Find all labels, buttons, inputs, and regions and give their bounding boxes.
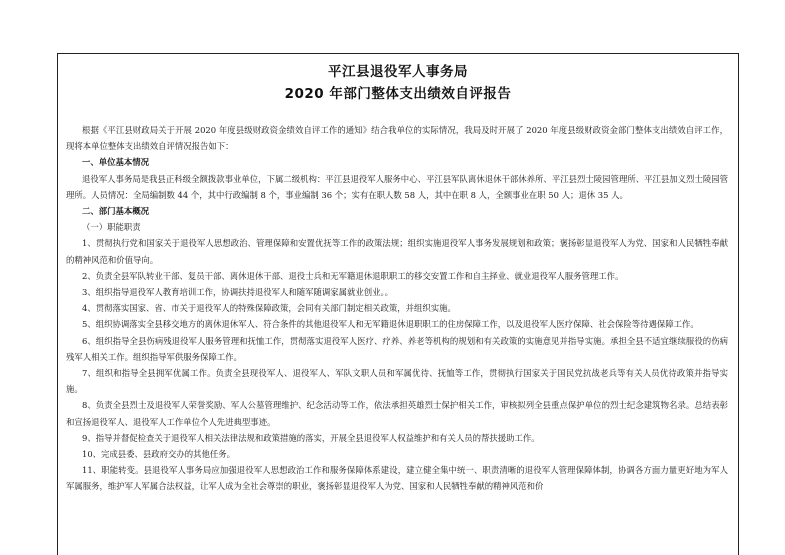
section-heading-dept-overview: 二、部门基本概况 — [82, 206, 149, 217]
duty-item: 4、贯彻落实国家、省、市关于退役军人的特殊保障政策，会同有关部门制定相关政策，并组织实施。 — [82, 303, 456, 314]
unit-info-paragraph: 退役军人事务局是我县正科级全额拨款事业单位，下属二级机构：平江县退役军人服务中心、平江县军队离休退休干部休养所、平江县烈士陵园管理所、平江县加义烈士陵园管理所。人员情况：全局编制数 44 个，其中行政编制 8 个，事业编制 36 个；实有在职人数 58 人，其中在职 8 人，全额事业在职 50 人；退休 35 人。 — [66, 173, 728, 200]
report-title-agency: 平江县退役军人事务局 — [328, 64, 468, 80]
duty-item: 8、负责全县烈士及退役军人荣誉奖励、军人公墓管理维护、纪念活动等工作，依法承担英雄烈士保护相关工作，审核拟列全县重点保护单位的烈士纪念建筑物名录。总结表彰和宣扬退役军人、退役军人工作单位个人先进典型事迹。 — [66, 400, 728, 427]
intro-paragraph: 根据《平江县财政局关于开展 2020 年度县级财政资金绩效自评工作的通知》结合我单位的实际情况，我局及时开展了 2020 年度县级财政资金部门整体支出绩效自评工作，现将本单位整体支出绩效自评情况报告如下： — [66, 125, 728, 152]
duty-item: 7、组织和指导全县拥军优属工作。负责全县现役军人、退役军人、军队文职人员和军属优待、抚恤等工作，贯彻执行国家关于国民党抗战老兵等有关人员优待政策并指导实施。 — [66, 368, 728, 395]
report-body — [66, 122, 728, 495]
duty-item: 6、组织指导全县伤病残退役军人服务管理和抚恤工作，贯彻落实退役军人医疗、疗养、养老等机构的规划和有关政策的实施意见并指导实施。承担全县不适宜继续服役的伤病残军人相关工作。组织指导军供服务保障工作。 — [66, 335, 728, 362]
subsection-duties-heading: （一）职能职责 — [82, 222, 141, 233]
duty-item: 1、贯彻执行党和国家关于退役军人思想政治、管理保障和安置优抚等工作的政策法规；组织实施退役军人事务发展规划和政策；褒扬彰显退役军人为党、国家和人民牺牲奉献的精神风范和价值导向。 — [66, 238, 728, 265]
section-heading-unit-info: 一、单位基本情况 — [82, 157, 149, 168]
report-title-block — [58, 61, 738, 105]
report-frame — [57, 53, 739, 555]
duty-item: 5、组织协调落实全县移交地方的离休退休军人、符合条件的其他退役军人和无军籍退休退职职工的住房保障工作，以及退役军人医疗保障、社会保险等待遇保障工作。 — [82, 319, 699, 330]
function-transition-paragraph: 11、职能转变。县退役军人事务局应加强退役军人思想政治工作和服务保障体系建设，建立健全集中统一、职责清晰的退役军人管理保障体制，协调各方面力量更好地为军人军属服务，维护军人军属合法权益，让军人成为全社会尊崇的职业，褒扬彰显退役军人为党、国家和人民牺牲奉献的精神风范和价 — [66, 465, 728, 492]
duty-item: 10、完成县委、县政府交办的其他任务。 — [82, 449, 236, 460]
duty-item: 9、指导并督促检查关于退役军人相关法律法规和政策措施的落实，开展全县退役军人权益维护和有关人员的帮扶援助工作。 — [82, 432, 540, 443]
duty-item: 3、组织指导退役军人教育培训工作，协调扶持退役军人和随军随调家属就业创业。。 — [82, 287, 394, 298]
duty-item: 2、负责全县军队转业干部、复员干部、离休退休干部、退役士兵和无军籍退休退职职工的移交安置工作和自主择业、就业退役军人服务管理工作。 — [82, 270, 624, 281]
report-title-subject: 2020 年部门整体支出绩效自评报告 — [284, 86, 512, 102]
